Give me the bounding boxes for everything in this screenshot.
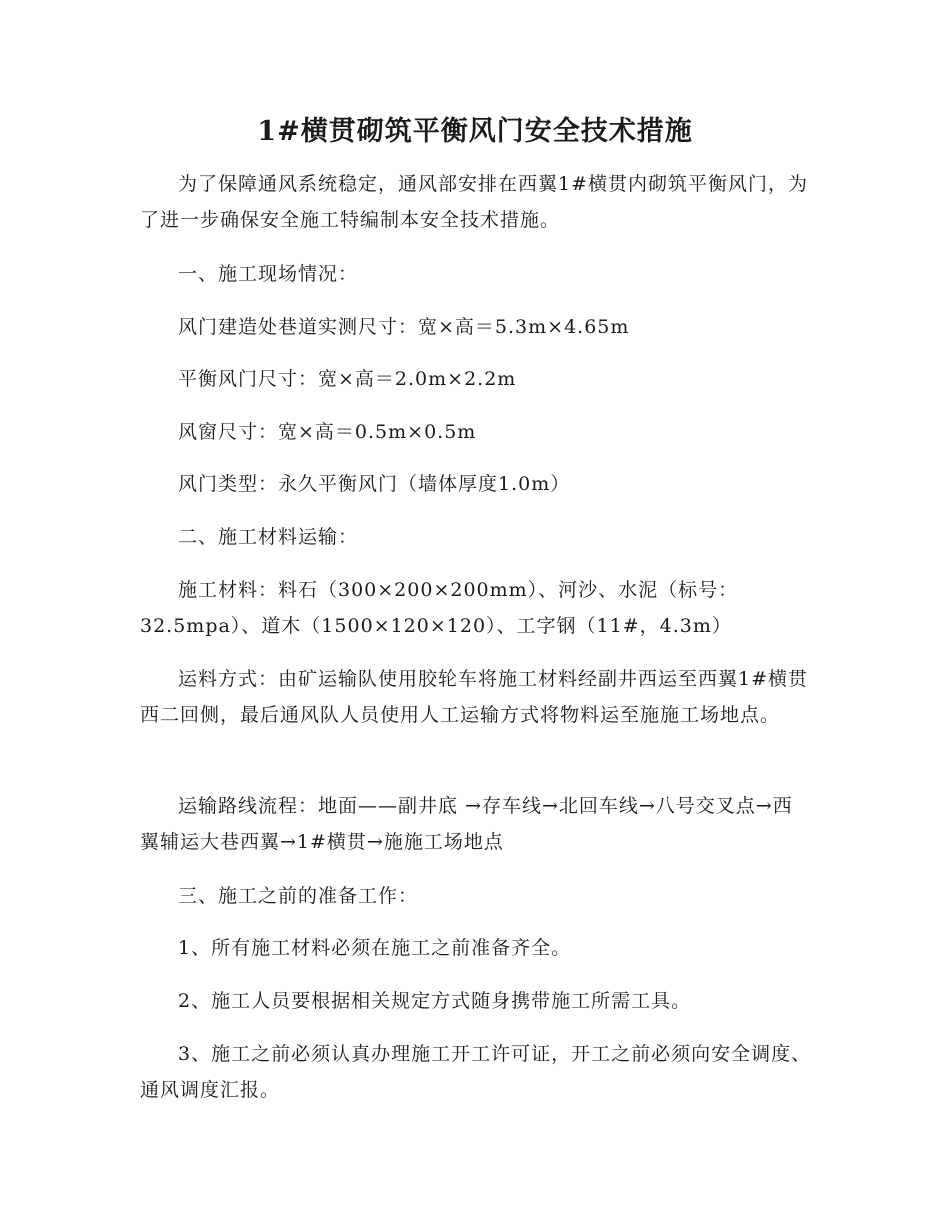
document-title: 1#横贯砌筑平衡风门安全技术措施: [257, 116, 693, 147]
list-item-prep-3: 3、施工之前必须认真办理施工开工许可证，开工之前必须向安全调度、通风调度汇报。: [140, 1043, 812, 1101]
paragraph-intro: 为了保障通风系统稳定，通风部安排在西翼1#横贯内砌筑平衡风门，为了进一步确保安全施工特编制本安全技术措施。: [140, 173, 809, 231]
section-heading-transport: 二、施工材料运输：: [178, 526, 359, 548]
paragraph-door-size: 平衡风门尺寸：宽×高＝2.0m×2.2m: [178, 368, 517, 390]
section-heading-preparation: 三、施工之前的准备工作：: [178, 885, 419, 907]
paragraph-transport-route: 运输路线流程：地面——副井底 →存车线→北回车线→八号交叉点→西翼辅运大巷西翼→1#横贯→施施工场地点: [140, 795, 793, 853]
section-heading-site: 一、施工现场情况：: [178, 263, 359, 285]
paragraph-roadway-size: 风门建造处巷道实测尺寸：宽×高＝5.3m×4.65m: [178, 316, 630, 338]
paragraph-window-size: 风窗尺寸：宽×高＝0.5m×0.5m: [178, 421, 477, 443]
paragraph-materials: 施工材料：料石（300×200×200mm）、河沙、水泥（标号：32.5mpa）、道木（1500×120×120）、工字钢（11#，4.3m）: [140, 579, 739, 637]
list-item-prep-1: 1、所有施工材料必须在施工之前准备齐全。: [178, 937, 572, 959]
paragraph-transport-method: 运料方式：由矿运输队使用胶轮车将施工材料经副井西运至西翼1#横贯西二回侧，最后通风队人员使用人工运输方式将物料运至施施工场地点。: [140, 668, 809, 726]
list-item-prep-2: 2、施工人员要根据相关规定方式随身携带施工所需工具。: [178, 990, 692, 1012]
paragraph-door-type: 风门类型：永久平衡风门（墙体厚度1.0m）: [178, 473, 571, 495]
